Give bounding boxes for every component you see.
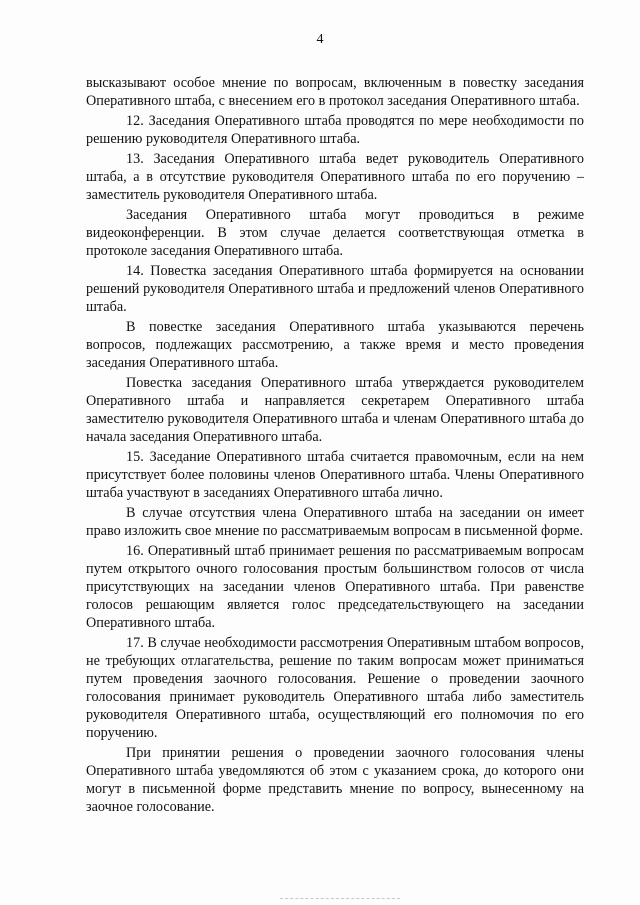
paragraph-item-16: 16. Оперативный штаб принимает решения по рассматриваемым вопросам путем открытого очного голосования простым большинством голосов от числа присутствующих на заседании членов Оперативного штаба. При равенстве голосов решающим является голос председательствующего на заседании Оперативного штаба.: [86, 543, 584, 631]
paragraph-absence: В случае отсутствия члена Оперативного штаба на заседании он имеет право изложить свое мнение по рассматриваемым вопросам в письменной форме.: [86, 505, 584, 539]
paragraph-agenda-approval: Повестка заседания Оперативного штаба утверждается руководителем Оперативного штаба и направляется секретарем Оперативного штаба заместителю руководителя Оперативного штаба и членам Оперативного штаба до начала заседания Оперативного штаба.: [86, 375, 584, 445]
paragraph-videoconference: Заседания Оперативного штаба могут проводиться в режиме видеоконференции. В этом случае делается соответствующая отметка в протоколе заседания Оперативного штаба.: [86, 207, 584, 259]
paragraph-item-12: 12. Заседания Оперативного штаба проводятся по мере необходимости по решению руководителя Оперативного штаба.: [86, 113, 584, 147]
page-number: 4: [316, 32, 324, 47]
paragraph-item-15: 15. Заседание Оперативного штаба считается правомочным, если на нем присутствует более половины членов Оперативного штаба. Члены Оперативного штаба участвуют в заседаниях Оперативного штаба лично.: [86, 449, 584, 501]
paragraph-agenda-contents: В повестке заседания Оперативного штаба указываются перечень вопросов, подлежащих рассмотрению, а также время и место проведения заседания Оперативного штаба.: [86, 319, 584, 371]
paragraph-continuation: высказывают особое мнение по вопросам, включенным в повестку заседания Оперативного штаба, с внесением его в протокол заседания Оперативного штаба.: [86, 75, 584, 109]
document-body: [86, 74, 584, 816]
paragraph-item-17: 17. В случае необходимости рассмотрения Оперативным штабом вопросов, не требующих отлагательства, решение по таким вопросам может приниматься путем проведения заочного голосования. Решение о проведении заочного голосования принимает руководитель Оперативного штаба либо заместитель руководителя Оперативного штаба, осуществляющий его полномочия по его поручению.: [86, 635, 584, 741]
paragraph-remote-voting: При принятии решения о проведении заочного голосования члены Оперативного штаба уведомляются об этом с указанием срока, до которого они могут в письменной форме представить мнение по вопросу, вынесенному на заочное голосование.: [86, 745, 584, 815]
scan-artifact: [280, 896, 400, 899]
paragraph-item-13: 13. Заседания Оперативного штаба ведет руководитель Оперативного штаба, а в отсутствие руководителя Оперативного штаба по его поручению – заместитель руководителя Оперативного штаба.: [86, 151, 584, 203]
paragraph-item-14: 14. Повестка заседания Оперативного штаба формируется на основании решений руководителя Оперативного штаба и предложений членов Оперативного штаба.: [86, 263, 584, 315]
